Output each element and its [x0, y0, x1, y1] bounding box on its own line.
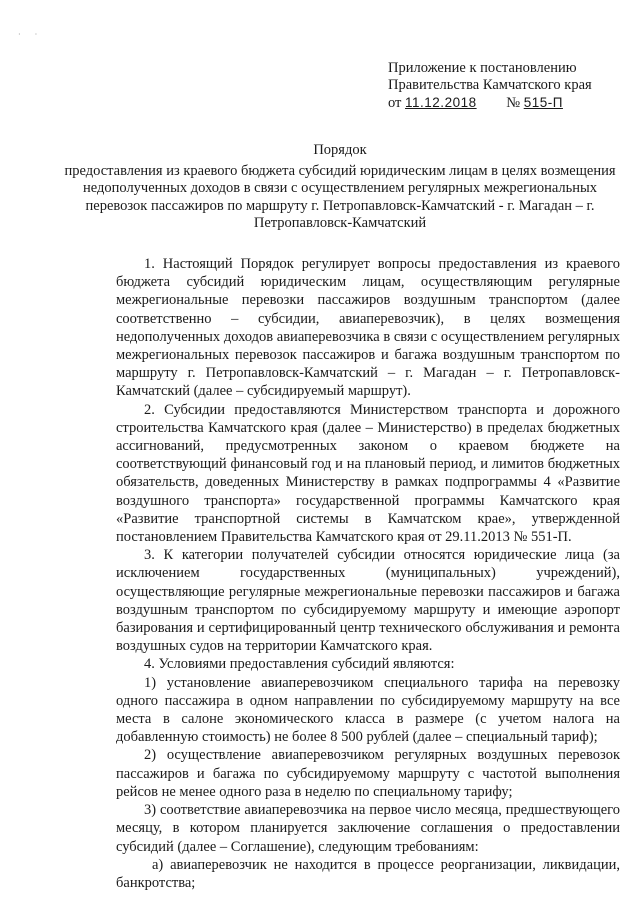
- appendix-header: [388, 60, 628, 112]
- from-label: от: [388, 95, 402, 111]
- appendix-line-1: Приложение к постановлению: [388, 60, 577, 76]
- paragraph: 3) соответствие авиаперевозчика на первое число месяца, предшествующего месяцу, в котором планируется заключение соглашения о предоставлении субсидий (далее – Соглашение), следующим требованиям:: [116, 802, 620, 855]
- appendix-line-2: Правительства Камчатского края: [388, 77, 592, 93]
- document-subtitle: предоставления из краевого бюджета субсидий юридическим лицам в целях возмещения недополученных доходов в связи с осуществлением регулярных межрегиональных перевозок пассажиров по маршруту г. Петропавловск-Камчатский - г. Магадан – г. Петропавловск-Камчатский: [64, 163, 616, 231]
- paragraph: 1. Настоящий Порядок регулирует вопросы предоставления из краевого бюджета субсидий юридическим лицам, осуществляющим регулярные межрегиональные перевозки пассажиров воздушным транспортом (далее соответственно – субсидии, авиаперевозчик), в целях возмещения недополученных доходов авиаперевозчика в связи с осуществлением регулярных межрегиональных перевозок пассажиров и багажа воздушным транспортом по маршруту г. Петропавловск-Камчатский – г. Магадан – г. Петропавловск-Камчатский (далее – субсидируемый маршрут).: [116, 256, 620, 400]
- paragraph: 3. К категории получателей субсидии относятся юридические лица (за исключением государственных (муниципальных) учреждений), осуществляющие регулярные межрегиональные перевозки пассажиров и багажа воздушным транспортом по субсидируемому маршруту и имеющие аэропорт базирования и сертифицированный центр технического обслуживания и ремонта воздушных судов на территории Камчатского края.: [116, 547, 620, 655]
- paragraph: 2) осуществление авиаперевозчиком регулярных воздушных перевозок пассажиров и багажа по субсидируемому маршруту с частотой выполнения рейсов не менее одного раза в неделю по специальному тарифу;: [116, 747, 620, 800]
- corner-mark: · ·: [18, 30, 44, 39]
- decree-date: 11.12.2018: [405, 95, 477, 110]
- paragraph: 1) установление авиаперевозчиком специального тарифа на перевозку одного пассажира в одном направлении по субсидируемому маршруту на все места в салоне экономического класса в размере (с учетом налога на добавленную стоимость) не более 8 500 рублей (далее – специальный тариф);: [116, 674, 620, 746]
- paragraph: 4. Условиями предоставления субсидий являются:: [144, 656, 455, 673]
- document-title: Порядок: [313, 142, 367, 158]
- document-title-block: [60, 142, 620, 232]
- appendix-date-line: [388, 94, 628, 112]
- document-body: [116, 255, 620, 892]
- decree-number: 515-П: [523, 95, 563, 110]
- paragraph: 2. Субсидии предоставляются Министерством транспорта и дорожного строительства Камчатского края (далее – Министерство) в пределах бюджетных ассигнований, предусмотренных законом о краевом бюджете на соответствующий финансовый год и на плановый период, и лимитов бюджетных обязательств, доведенных Министерству в рамках подпрограммы 4 «Развитие воздушного транспорта» государственной программы Камчатского края «Развитие транспортной системы в Камчатском крае», утвержденной постановлением Правительства Камчатского края от 29.11.2013 № 551-П.: [116, 401, 620, 546]
- number-label: №: [506, 95, 521, 111]
- paragraph: а) авиаперевозчик не находится в процессе реорганизации, ликвидации, банкротства;: [116, 856, 620, 891]
